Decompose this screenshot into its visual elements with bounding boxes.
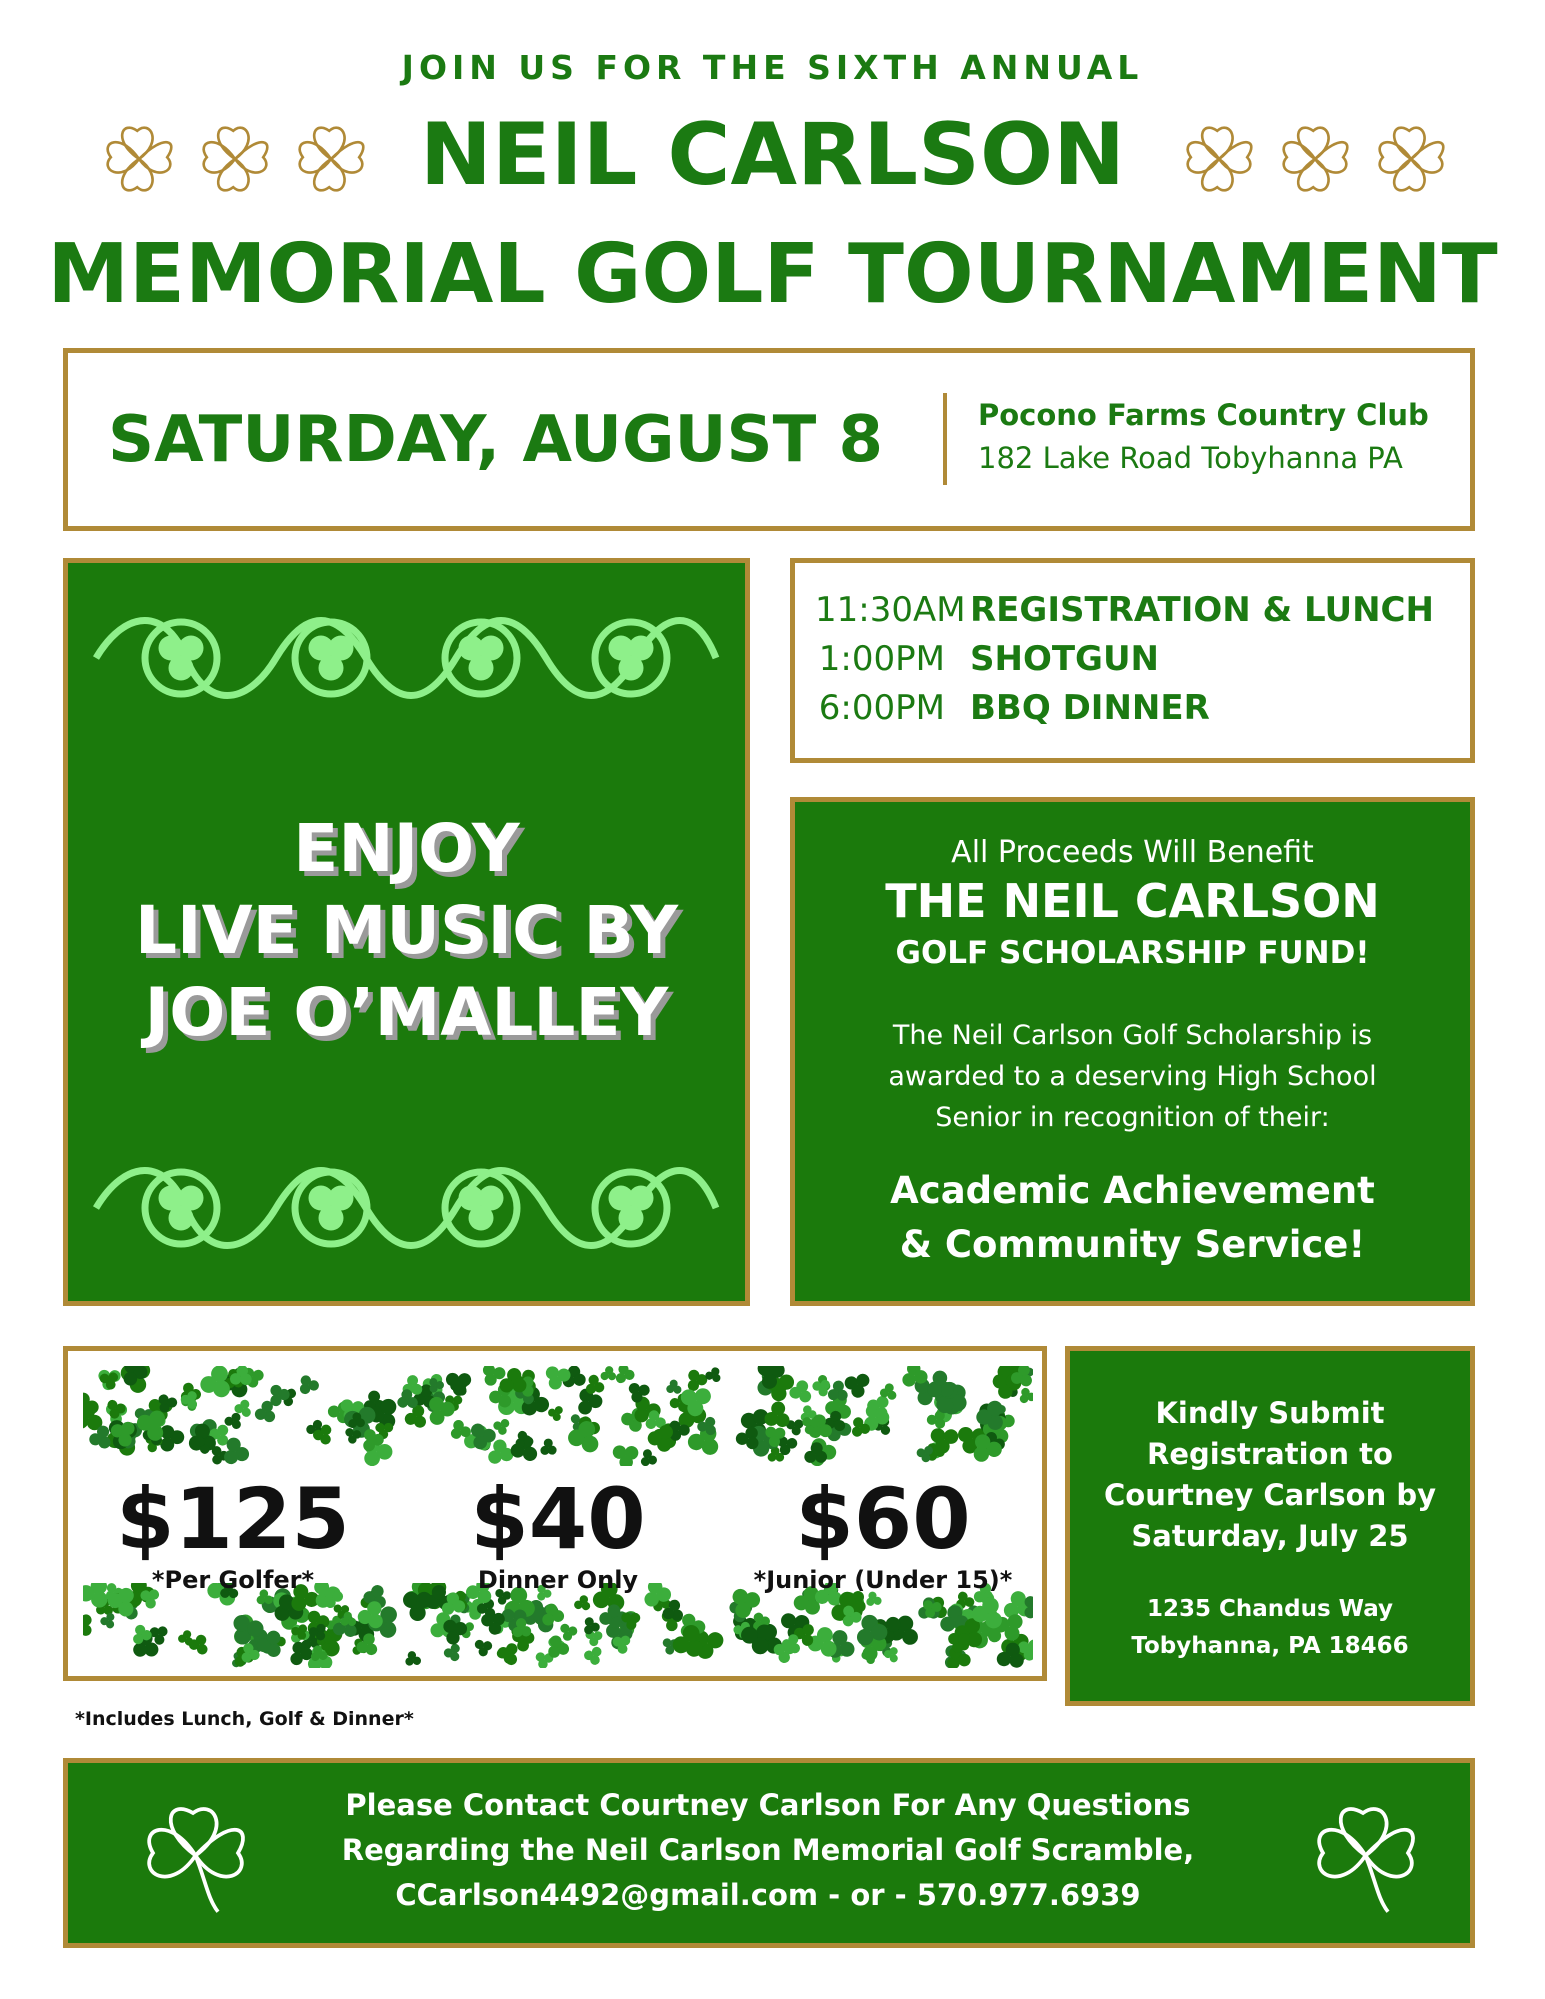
pricing-box [63, 1346, 1047, 1681]
music-line3: JOE O’MALLEY [144, 974, 669, 1051]
price-value: $60 [795, 1470, 971, 1568]
price-label: Dinner Only [477, 1566, 639, 1594]
schedule-item: BBQ DINNER [970, 688, 1210, 728]
benefit-fund-line1: THE NEIL CARLSON [885, 874, 1380, 928]
benefit-fund-line2: GOLF SCHOLARSHIP FUND! [895, 935, 1370, 971]
clover-icon [1367, 115, 1455, 203]
clover-icon [95, 115, 183, 203]
registration-box [1065, 1346, 1475, 1706]
benefit-box [790, 797, 1475, 1306]
clover-icon [1303, 1793, 1428, 1918]
registration-line1: Kindly Submit [1155, 1396, 1385, 1430]
title-line2: MEMORIAL GOLF TOURNAMENT [47, 227, 1498, 322]
clover-icon [133, 1793, 258, 1918]
header-kicker: JOIN US FOR THE SIXTH ANNUAL [401, 48, 1144, 87]
contact-line1: Please Contact Courtney Carlson For Any Questions [345, 1788, 1191, 1822]
price-label: *Junior (Under 15)* [753, 1566, 1013, 1594]
title-line1: NEIL CARLSON [419, 105, 1126, 205]
pricing-note: *Includes Lunch, Golf & Dinner* [75, 1708, 414, 1730]
price-value: $40 [470, 1470, 646, 1568]
schedule-time: 6:00PM [818, 688, 945, 728]
price-label: *Per Golfer* [151, 1566, 315, 1594]
schedule-box [790, 558, 1475, 763]
schedule-item: REGISTRATION & LUNCH [970, 590, 1434, 630]
clover-row-left [95, 115, 375, 203]
registration-line2: Registration to [1147, 1437, 1393, 1471]
date-venue-box [63, 348, 1475, 531]
ornament-top [86, 598, 726, 718]
benefit-highlight-line1: Academic Achievement [890, 1169, 1375, 1212]
venue-address: 182 Lake Road Tobyhanna PA [978, 441, 1403, 475]
schedule-item: SHOTGUN [970, 639, 1160, 679]
benefit-intro: All Proceeds Will Benefit [951, 835, 1314, 870]
benefit-desc-line1: The Neil Carlson Golf Scholarship is [892, 1020, 1373, 1051]
shamrock-band-bottom [83, 1583, 1033, 1668]
event-date: SATURDAY, AUGUST 8 [108, 403, 884, 477]
schedule-time: 11:30AM [815, 590, 966, 630]
contact-line3: CCarlson4492@gmail.com - or - 570.977.6939 [395, 1878, 1141, 1912]
clover-icon [1271, 115, 1359, 203]
registration-line4: Saturday, July 25 [1131, 1519, 1409, 1553]
music-line1: ENJOY [293, 810, 520, 887]
registration-line3: Courtney Carlson by [1103, 1478, 1436, 1512]
benefit-desc-line2: awarded to a deserving High School [888, 1061, 1377, 1092]
date-divider [943, 393, 947, 485]
benefit-desc-line3: Senior in recognition of their: [935, 1102, 1330, 1133]
clover-row-right [1175, 115, 1455, 203]
registration-addr2: Tobyhanna, PA 18466 [1131, 1633, 1409, 1659]
clover-icon [1175, 115, 1263, 203]
shamrock-band-top [83, 1366, 1033, 1466]
price-value: $125 [116, 1470, 350, 1568]
music-line2: LIVE MUSIC BY [134, 892, 679, 969]
registration-addr1: 1235 Chandus Way [1146, 1596, 1394, 1622]
music-box [63, 558, 750, 1306]
clover-icon [191, 115, 279, 203]
schedule-time: 1:00PM [818, 639, 945, 679]
venue-name: Pocono Farms Country Club [978, 398, 1429, 432]
clover-icon [287, 115, 375, 203]
benefit-highlight-line2: & Community Service! [899, 1223, 1366, 1266]
ornament-bottom [86, 1148, 726, 1268]
contact-line2: Regarding the Neil Carlson Memorial Golf Scramble, [341, 1833, 1195, 1867]
contact-box [63, 1758, 1475, 1948]
